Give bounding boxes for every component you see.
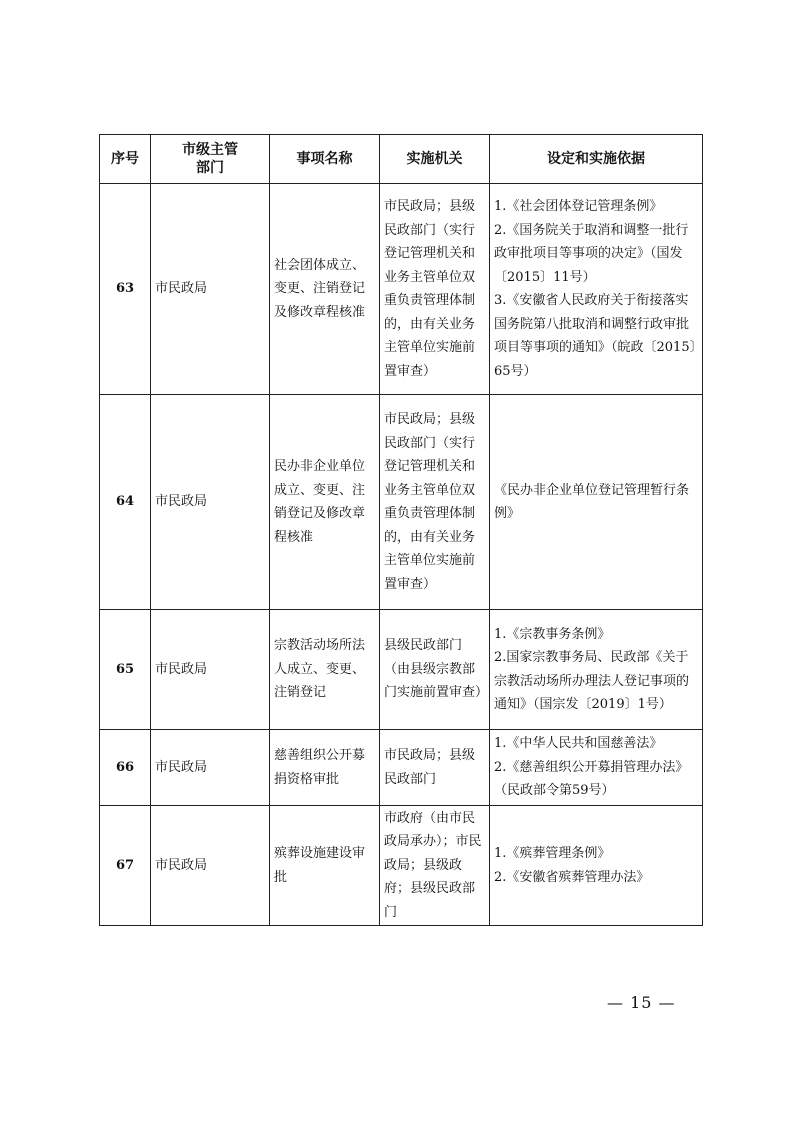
row-dept: 市民政局 <box>151 184 270 395</box>
basis-line: 2.《安徽省殡葬管理办法》 <box>494 869 650 885</box>
table-row <box>100 184 703 395</box>
row-no: 66 <box>100 730 151 806</box>
row-item: 慈善组织公开募捐资格审批 <box>270 730 380 806</box>
row-basis <box>490 395 703 610</box>
row-item: 社会团体成立、变更、注销登记及修改章程核准 <box>270 184 380 395</box>
table-row <box>100 395 703 610</box>
row-dept: 市民政局 <box>151 610 270 730</box>
table-header-row <box>100 135 703 184</box>
row-no: 64 <box>100 395 151 610</box>
basis-line: 3.《安徽省人民政府关于衔接落实国务院第八批取消和调整行政审批项目等事项的通知》（皖政〔2015〕65号） <box>494 293 697 379</box>
row-agency: 市民政局；县级民政部门（实行登记管理机关和业务主管单位双重负责管理体制的，由有关业务主管单位实施前置审查） <box>380 395 490 610</box>
row-agency: 市政府（由市民政局承办）；市民政局；县级政府；县级民政部门 <box>380 806 490 926</box>
row-agency: 县级民政部门（由县级宗教部门实施前置审查） <box>380 610 490 730</box>
basis-line: 《民办非企业单位登记管理暂行条例》 <box>494 482 690 521</box>
row-no: 67 <box>100 806 151 926</box>
row-dept: 市民政局 <box>151 395 270 610</box>
row-dept: 市民政局 <box>151 730 270 806</box>
header-dept <box>151 135 270 184</box>
table-row <box>100 730 703 806</box>
page-number: — 15 — <box>607 993 676 1012</box>
basis-line: 1.《宗教事务条例》 <box>494 626 611 642</box>
basis-line: 2.《国务院关于取消和调整一批行政审批项目等事项的决定》（国发〔2015〕11号） <box>494 222 689 285</box>
row-item: 殡葬设施建设审批 <box>270 806 380 926</box>
row-basis <box>490 730 703 806</box>
row-dept: 市民政局 <box>151 806 270 926</box>
row-no: 63 <box>100 184 151 395</box>
row-basis <box>490 184 703 395</box>
header-dept-label: 市级主管部门 <box>182 142 238 176</box>
header-basis: 设定和实施依据 <box>490 135 703 184</box>
row-basis <box>490 610 703 730</box>
row-agency: 市民政局；县级民政部门（实行登记管理机关和业务主管单位双重负责管理体制的，由有关业务主管单位实施前置审查） <box>380 184 490 395</box>
table-row <box>100 610 703 730</box>
basis-line: 1.《殡葬管理条例》 <box>494 846 611 861</box>
row-item: 民办非企业单位成立、变更、注销登记及修改章程核准 <box>270 395 380 610</box>
row-agency: 市民政局；县级民政部门 <box>380 730 490 806</box>
basis-line: 1.《社会团体登记管理条例》 <box>494 199 663 214</box>
basis-line: 2.《慈善组织公开募捐管理办法》（民政部令第59号） <box>494 759 689 799</box>
basis-line: 2.国家宗教事务局、民政部《关于宗教活动场所办理法人登记事项的通知》（国宗发〔2019〕1号） <box>494 650 690 712</box>
header-agency: 实施机关 <box>380 135 490 184</box>
row-no: 65 <box>100 610 151 730</box>
approval-items-table <box>99 134 703 926</box>
table-row <box>100 806 703 926</box>
row-item: 宗教活动场所法人成立、变更、注销登记 <box>270 610 380 730</box>
header-item: 事项名称 <box>270 135 380 184</box>
row-basis <box>490 806 703 926</box>
header-no: 序号 <box>100 135 151 184</box>
basis-line: 1.《中华人民共和国慈善法》 <box>494 736 663 752</box>
